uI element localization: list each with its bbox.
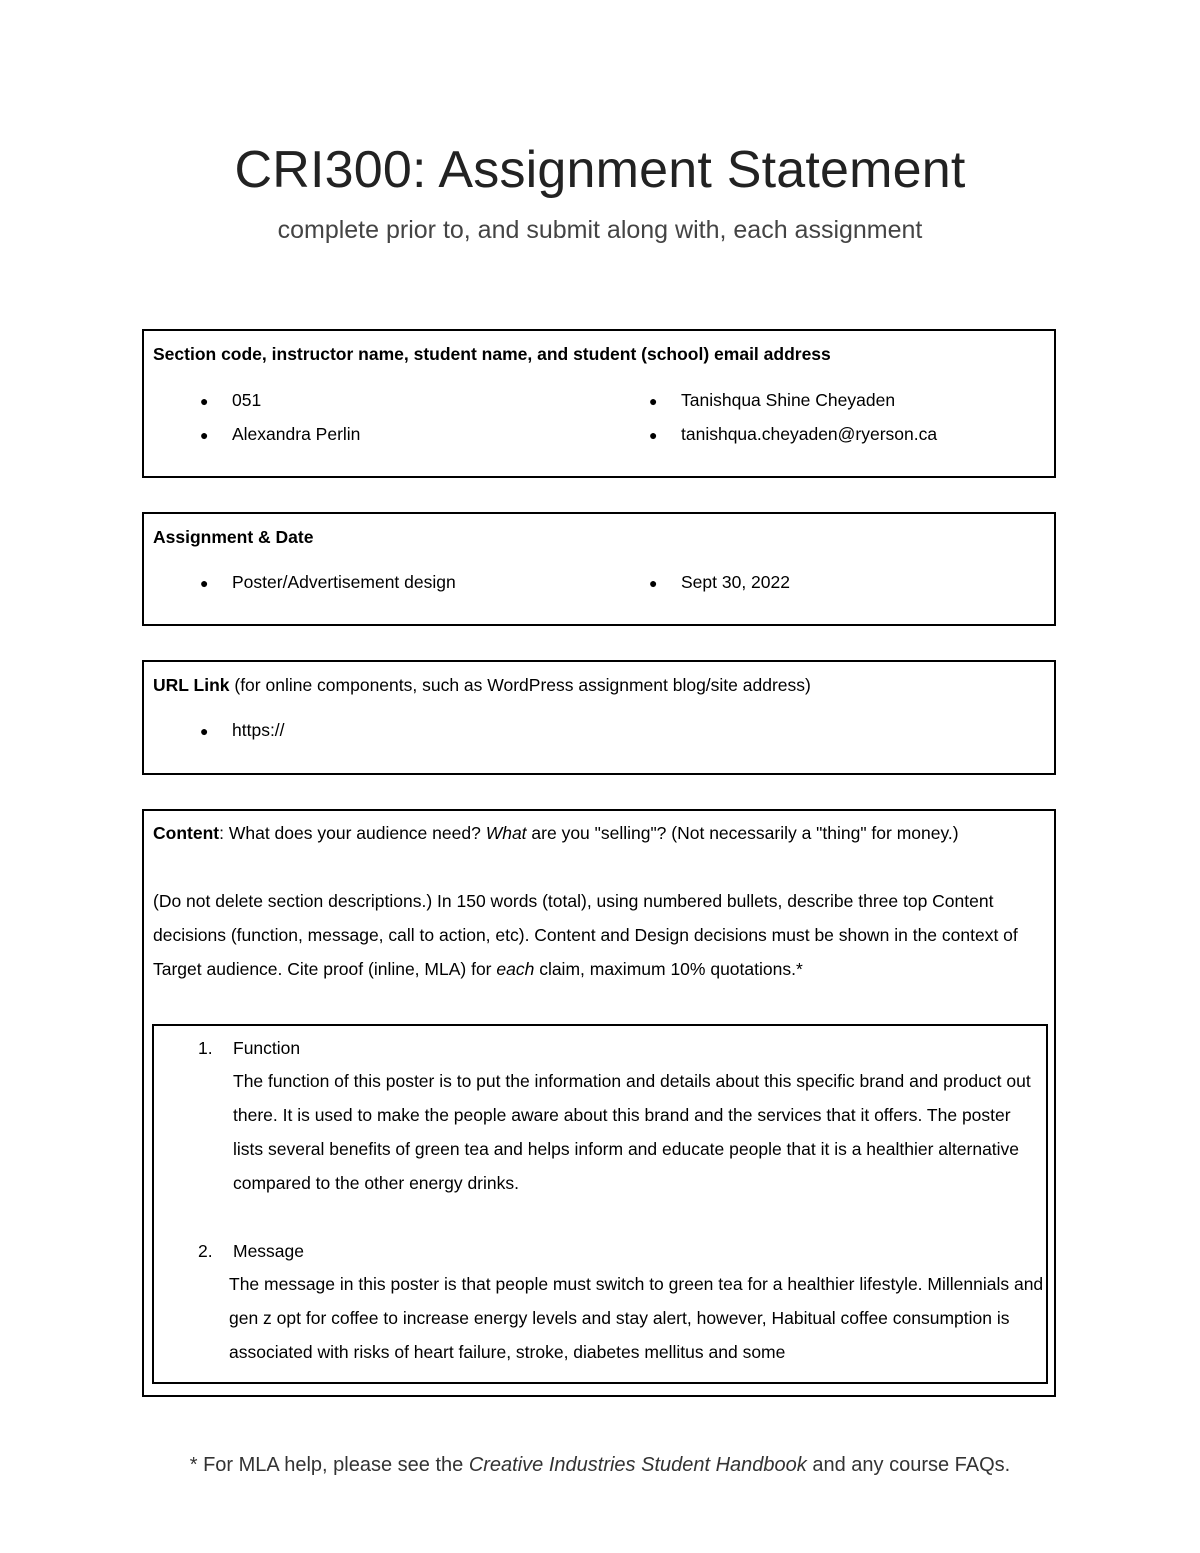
content-box	[142, 809, 1056, 1397]
list-item	[649, 572, 790, 593]
item-body: The function of this poster is to put the information and details about this specific brand and product out there. It is used to make the people aware about this brand and the services that it offers. The poster lists several benefits of green tea and helps inform and educate people that it is a healthier alternative compared to the other energy drinks.	[233, 1071, 1031, 1193]
url-value: https://	[232, 720, 285, 740]
bullet-icon: ●	[649, 427, 658, 443]
assignment-name: Poster/Advertisement design	[232, 572, 456, 592]
instructor-name: Alexandra Perlin	[232, 424, 361, 444]
student-email: tanishqua.cheyaden@ryerson.ca	[681, 424, 938, 444]
list-item	[200, 390, 262, 411]
page-title: CRI300: Assignment Statement	[234, 141, 966, 199]
item-title: Function	[233, 1038, 301, 1058]
assignment-box	[142, 512, 1056, 626]
content-heading: Content: What does your audience need? What are you "selling"? (Not necessarily a "thing" for money.)	[153, 823, 959, 843]
bullet-icon: ●	[649, 575, 658, 591]
footer-note: * For MLA help, please see the Creative Industries Student Handbook and any course FAQs.	[189, 1454, 1011, 1476]
section-code: 051	[232, 390, 262, 410]
assignment-date: Sept 30, 2022	[681, 572, 790, 592]
bullet-icon: ●	[200, 393, 209, 409]
section-info-box	[142, 329, 1056, 478]
url-box	[142, 660, 1056, 775]
student-name: Tanishqua Shine Cheyaden	[681, 390, 896, 410]
list-item	[649, 390, 896, 411]
item-title: Message	[233, 1241, 305, 1261]
content-answer-box	[152, 1024, 1048, 1384]
list-item	[649, 424, 938, 445]
list-item	[200, 572, 456, 593]
item-body: The message in this poster is that people must switch to green tea for a healthier lifestyle. Millennials and gen z opt for coffee to increase energy levels and stay alert, however, Habitual coffee consumption is associated with risks of heart failure, stroke, diabetes mellitus and some	[229, 1274, 1044, 1362]
item-number: 1.	[198, 1038, 213, 1058]
bullet-icon: ●	[200, 723, 209, 739]
bullet-icon: ●	[649, 393, 658, 409]
list-item	[200, 424, 361, 445]
section-info-heading: Section code, instructor name, student name, and student (school) email address	[153, 344, 831, 364]
bullet-icon: ●	[200, 427, 209, 443]
item-number: 2.	[198, 1241, 213, 1261]
bullet-icon: ●	[200, 575, 209, 591]
content-description: (Do not delete section descriptions.) In 150 words (total), using numbered bullets, describe three top Content decisions (function, message, call to action, etc). Content and Design decisions must be shown in the context of Target audience. Cite proof (inline, MLA) for each claim, maximum 10% quotations.*	[153, 891, 1018, 979]
list-item	[200, 720, 285, 741]
assignment-heading: Assignment & Date	[153, 527, 314, 547]
page-subtitle: complete prior to, and submit along with, each assignment	[277, 216, 923, 244]
url-heading: URL Link (for online components, such as WordPress assignment blog/site address)	[153, 675, 811, 695]
